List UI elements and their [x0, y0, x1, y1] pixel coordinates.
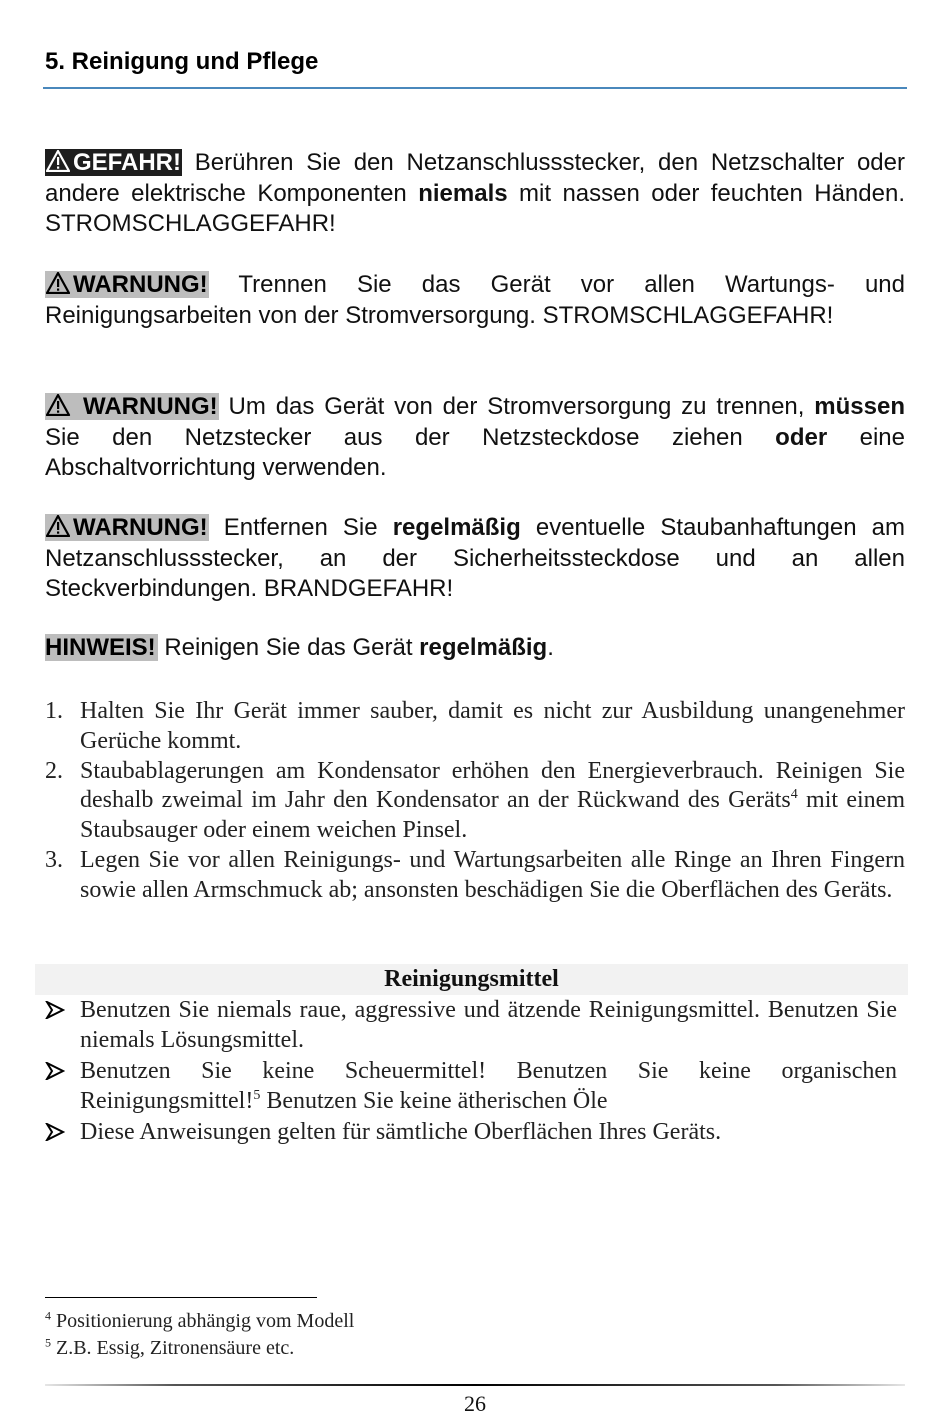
- danger-emphasis: niemals: [418, 179, 508, 207]
- cleaning-agents-heading: Reinigungsmittel: [384, 966, 559, 992]
- warning-text-2a: Um das Gerät von der Stromversorgung zu trennen,: [218, 393, 815, 420]
- danger-text: Berühren Sie den Netzanschlussstecker, den Netzschalter oder andere elektrische Komponenten: [45, 149, 905, 207]
- warning-triangle-icon: [46, 515, 70, 537]
- warning-text-2c: eine Abschaltvorrichtung verwenden.: [45, 423, 906, 481]
- warning-triangle-icon: [46, 150, 70, 172]
- danger-tag: [45, 149, 182, 176]
- list-item-number: 3.: [45, 846, 63, 873]
- danger-text-end: mit nassen oder feuchten Händen. STROMSCHLAGGEFAHR!: [45, 179, 905, 237]
- list-item-number: 1.: [45, 698, 63, 724]
- footnote-ref-5: 5: [253, 1088, 261, 1103]
- footnote-separator: [45, 1297, 317, 1298]
- warning-emphasis-2a: müssen: [814, 393, 905, 420]
- list-item-text-end: mit einem Staubsauger oder einem weichen Pinsel.: [80, 787, 905, 844]
- list-item-text: Benutzen Sie keine Scheuermittel! Benutzen Sie keine organischen Reinigungsmittel!: [80, 1058, 897, 1114]
- warning-notice-1: [45, 270, 905, 331]
- list-item: [45, 1056, 897, 1116]
- warning-tag-1: [45, 271, 209, 298]
- list-item: [45, 757, 905, 846]
- list-item-text: Legen Sie vor allen Reinigungs- und Wartungsarbeiten alle Ringe an Ihren Fingern sowie allen Armschmuck ab; ansonsten beschädigen Sie die Oberflächen des Geräts.: [80, 846, 905, 903]
- list-item-text-end: Benutzen Sie keine ätherischen Öle: [260, 1088, 608, 1114]
- warning-emphasis-2b: oder: [775, 423, 828, 451]
- footnote-ref-4: 4: [790, 787, 798, 803]
- danger-tag-label: GEFAHR!: [73, 149, 181, 176]
- hint-notice: [45, 634, 554, 662]
- warning-text-2b: Sie den Netzstecker aus der Netzsteckdose ziehen: [45, 423, 776, 451]
- footnote-4: [45, 1310, 354, 1333]
- warning-emphasis-3: regelmäßig: [392, 514, 521, 541]
- list-item-text: Halten Sie Ihr Gerät immer sauber, damit es nicht zur Ausbildung unangenehmer Gerüche kommt.: [80, 698, 905, 754]
- footnote-text: Z.B. Essig, Zitronensäure etc.: [51, 1337, 295, 1359]
- warning-text-3a: Entfernen Sie: [208, 514, 393, 541]
- warning-tag-label-3: WARNUNG!: [73, 514, 208, 541]
- warning-tag-label-1: WARNUNG!: [73, 271, 208, 298]
- list-item-text: Staubablagerungen am Kondensator erhöhen den Energieverbrauch. Reinigen Sie deshalb zweimal im Jahr den Kondensator an der Rückwand des Geräts: [80, 757, 905, 814]
- hint-tag: HINWEIS!: [45, 634, 156, 661]
- arrow-bullet-icon: [45, 1062, 65, 1080]
- warning-tag-3: [45, 514, 209, 541]
- warning-notice-2: [45, 392, 905, 484]
- warning-tag-label-2: WARNUNG!: [83, 393, 218, 420]
- list-item: [45, 995, 897, 1055]
- footnote-number: 4: [45, 1308, 51, 1323]
- arrow-bullet-icon: [45, 1001, 65, 1019]
- warning-triangle-icon: [46, 272, 70, 294]
- warning-tag-2: [45, 393, 219, 420]
- page-number: 26: [464, 1391, 486, 1416]
- footer-rule: [45, 1384, 905, 1386]
- warning-triangle-icon: [46, 394, 80, 416]
- footnote-text: Positionierung abhängig vom Modell: [51, 1310, 355, 1332]
- warning-text-1: Trennen Sie das Gerät vor allen Wartungs- und Reinigungsarbeiten von der Stromversorgung. STROMSCHLAGGEFAHR!: [45, 271, 905, 329]
- list-item-number: 2.: [45, 757, 63, 784]
- warning-text-3b: eventuelle Staubanhaftungen am Netzanschlussstecker, an der Sicherheitssteckdose und an allen Steckverbindungen. BRANDGEFAHR!: [45, 514, 905, 602]
- arrow-bullet-icon: [45, 1123, 65, 1141]
- hint-end: .: [547, 634, 554, 661]
- hint-emphasis: regelmäßig: [419, 634, 548, 661]
- list-item: [45, 846, 905, 906]
- list-item-text: Benutzen Sie niemals raue, aggressive und ätzende Reinigungsmittel. Benutzen Sie niemals Lösungsmittel.: [80, 997, 897, 1053]
- list-item-text: Diese Anweisungen gelten für sämtliche Oberflächen Ihres Geräts.: [80, 1119, 722, 1145]
- footnote-number: 5: [45, 1335, 51, 1350]
- hint-text: Reinigen Sie das Gerät: [157, 634, 420, 661]
- warning-notice-3: [45, 513, 905, 605]
- section-title: 5. Reinigung und Pflege: [45, 48, 319, 75]
- title-underline: [43, 87, 907, 89]
- list-item: [45, 697, 905, 757]
- list-item: [45, 1117, 897, 1147]
- cleaning-steps-list: [45, 697, 905, 906]
- footnote-5: [45, 1337, 294, 1360]
- danger-notice: [45, 148, 905, 240]
- cleaning-agents-list: [45, 995, 897, 1148]
